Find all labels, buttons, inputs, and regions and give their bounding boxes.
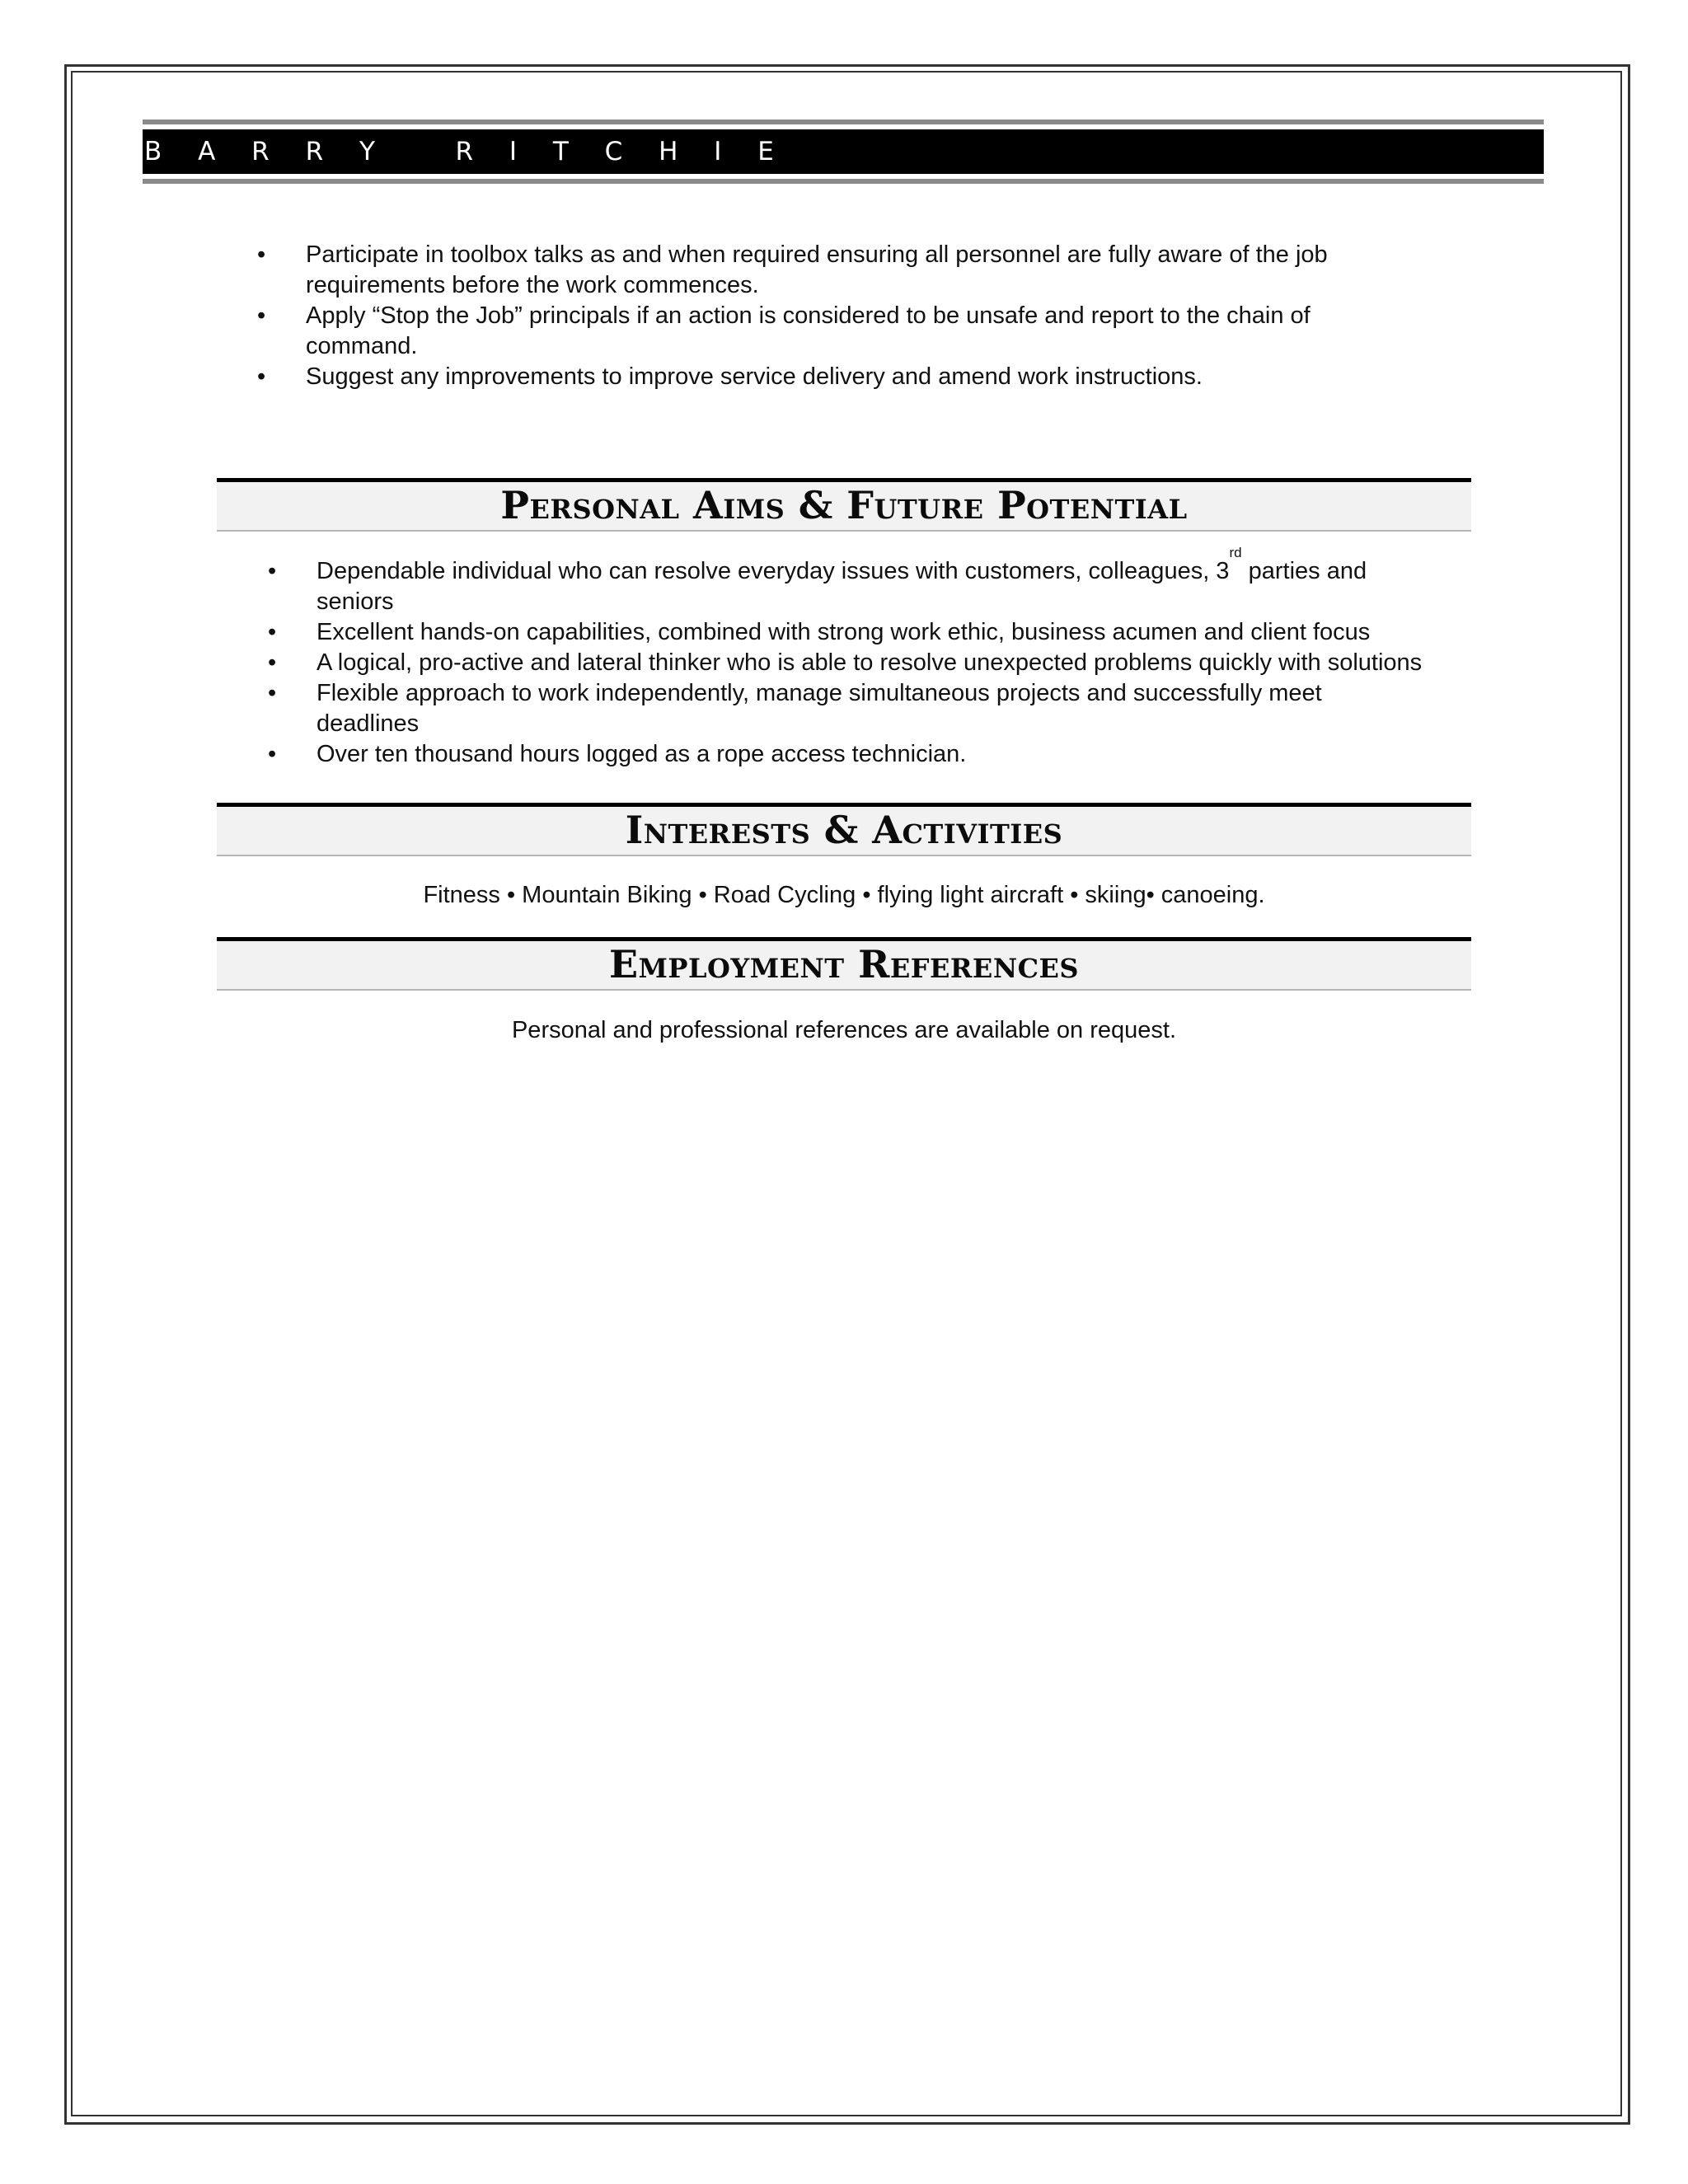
bullet-icon: •: [257, 241, 266, 268]
list-item: [268, 617, 1470, 648]
aim-text: Dependable individual who can resolve everyday issues with customers, colleagues, 3: [316, 558, 1230, 584]
aim-text-line: Over ten thousand hours logged as a rope access technician.: [316, 741, 967, 767]
list-item: [268, 648, 1470, 678]
list-item: [257, 301, 1460, 362]
section-title: Employment References: [608, 942, 1080, 987]
section-heading-references: [217, 937, 1471, 991]
interests-text: Fitness • Mountain Biking • Road Cycling • flying light aircraft • skiing• canoeing.: [423, 882, 1265, 908]
duties-list: [257, 240, 1460, 392]
banner-rule-bottom: [143, 179, 1544, 184]
bullet-icon: •: [257, 363, 266, 390]
name-banner: [143, 120, 1544, 184]
aim-text-line: Excellent hands-on capabilities, combined with strong work ethic, business acumen and client focus: [316, 619, 1371, 645]
superscript: rd: [1229, 545, 1242, 560]
section-title: Personal Aims & Future Potential: [500, 483, 1188, 527]
section-title: Interests & Activities: [625, 808, 1063, 852]
list-item: [268, 678, 1470, 739]
duty-text-line: Participate in toolbox talks as and when required ensuring all personnel are fully aware of the job: [306, 241, 1328, 268]
bullet-icon: •: [268, 558, 277, 584]
aim-text-line: A logical, pro-active and lateral thinker who is able to resolve unexpected problems quickly with solutions: [316, 649, 1423, 676]
bullet-icon: •: [268, 680, 277, 706]
aim-text-line: seniors: [316, 588, 394, 615]
aim-text-line: [316, 545, 1470, 587]
bullet-icon: •: [257, 302, 266, 329]
duty-text-line: Suggest any improvements to improve service delivery and amend work instructions.: [306, 363, 1203, 390]
banner-rule-top: [143, 120, 1544, 124]
duty-text-line: requirements before the work commences.: [306, 272, 759, 298]
aim-text: parties and: [1241, 558, 1367, 584]
aim-text-line: deadlines: [316, 710, 420, 737]
section-heading-interests: [217, 803, 1471, 856]
bullet-icon: •: [268, 741, 277, 767]
duty-text-line: Apply “Stop the Job” principals if an action is considered to be unsafe and report to the chain of: [306, 302, 1311, 329]
aim-text-line: Flexible approach to work independently, manage simultaneous projects and successfully meet: [316, 680, 1322, 706]
list-item: [257, 240, 1460, 301]
section-heading-aims: [217, 478, 1471, 532]
aims-list: [268, 545, 1470, 770]
list-item: [257, 362, 1460, 392]
list-item: [268, 739, 1470, 770]
bullet-icon: •: [268, 619, 277, 645]
candidate-name: B A R R Y R I T C H I E: [144, 137, 788, 166]
list-item: [268, 545, 1470, 617]
duty-text-line: command.: [306, 333, 418, 359]
bullet-icon: •: [268, 649, 277, 676]
references-text: Personal and professional references are available on request.: [511, 1017, 1177, 1043]
